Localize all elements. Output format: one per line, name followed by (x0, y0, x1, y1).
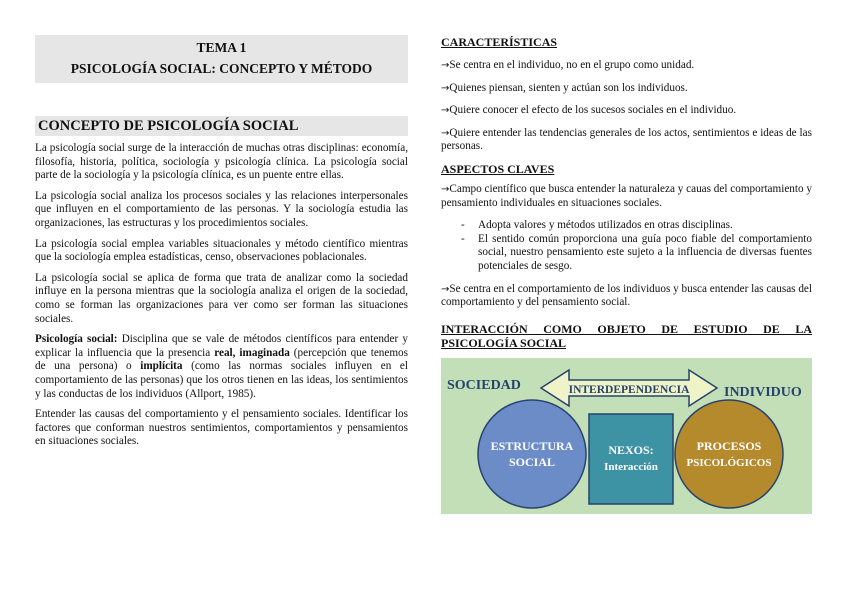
title-line-2: PSICOLOGÍA SOCIAL: CONCEPTO Y MÉTODO (70, 61, 373, 76)
caracteristicas-heading: CARACTERÍSTICAS (441, 35, 558, 49)
concepto-paragraph-4: La psicología social se aplica de forma que trata de analizar como la sociedad influye en la persona mientras que la sociología analiza el origen de la sociedad, como se forman las organizaciones para ver como ser forman las situaciones sociales. (35, 271, 408, 325)
concepto-paragraph-2: La psicología social analiza los procesos sociales y las relaciones interpersonales que influyen en el comportamiento de las personas. Y la sociología estudia las organizaciones, las estructuras y los procedimientos sociales. (35, 189, 408, 229)
concepto-paragraph-1: La psicología social surge de la interacción de muchas otras disciplinas: economía, filosofía, historia, política, sociología y psicología clínica. La psicología social parte de la sociología y la psicología clínica, es un puente entre ellas. (35, 142, 408, 182)
document-title (35, 35, 408, 83)
definition-bold-1: real, imaginada (214, 346, 290, 359)
right-column (441, 35, 812, 514)
definition-text-2: (percepción que tenemos de una persona) o (35, 346, 408, 373)
list-item: - Adopta valores y métodos utilizados en otras disciplinas. (461, 219, 733, 232)
aspectos-outro: →Se centra en el comportamiento de los individuos y busca entender las causas del comportamiento y del pensamiento social. (441, 282, 812, 309)
procesos-label-2: PSICOLÓGICOS (686, 456, 772, 469)
caracteristica-item: →Quienes piensan, sienten y actúan son los individuos. (441, 81, 688, 94)
title-line-1: TEMA 1 (196, 40, 247, 55)
concepto-paragraph-3: La psicología social emplea variables situacionales y método científico mientras que la sociología emplea estadísticas, censo, observaciones poblacionales. (35, 237, 408, 264)
estructura-label-1: ESTRUCTURA (490, 438, 574, 453)
aspectos-list (461, 219, 812, 273)
arrow-icon: → (441, 283, 450, 295)
definition-paragraph (35, 333, 408, 401)
list-item: - El sentido común proporciona una guía poco fiable del comportamiento social, nuestro pensamiento este sujeto a la influencia de diversas fuentes potenciales de sesgo. (461, 232, 812, 272)
definition-bold-2: implícita (140, 360, 183, 373)
definition-term: Psicología social: (35, 333, 118, 346)
arrow-icon: → (441, 60, 450, 71)
interaccion-heading-line-1: INTERACCIÓN COMO OBJETO DE ESTUDIO DE LA (441, 321, 812, 336)
caracteristica-item: →Quiere conocer el efecto de los sucesos sociales en el individuo. (441, 104, 737, 117)
interaccion-heading (441, 322, 812, 350)
interdependencia-label: INTERDEPENDENCIA (568, 383, 690, 396)
arrow-icon: → (441, 183, 450, 195)
concepto-paragraph-6: Entender las causas del comportamiento y el pensamiento sociales. Identificar los factores que conforman nuestros sentimientos, comportamientos y pensamientos en situaciones sociales. (35, 408, 408, 448)
aspectos-intro: →Campo científico que busca entender la naturaleza y cauas del comportamiento y pensamiento individuales en situaciones sociales. (441, 182, 812, 209)
definition-text-3: (como las normas sociales influyen en el comportamiento de las personas) que los otros tienen en las ideas, los sentimientos y las conductas de los individuos (Allport, 1985). (35, 360, 408, 400)
concepto-heading: CONCEPTO DE PSICOLOGÍA SOCIAL (35, 116, 408, 136)
nexos-box (589, 414, 673, 504)
sociedad-label: SOCIEDAD (447, 377, 521, 393)
procesos-circle (675, 400, 783, 508)
arrow-icon: → (441, 127, 450, 139)
interaccion-heading-line-2: PSICOLOGÍA SOCIAL (441, 335, 567, 350)
left-column (35, 35, 408, 449)
caracteristica-item: →Quiere entender las tendencias generales de los actos, sentimientos e ideas de las personas. (441, 126, 812, 153)
estructura-circle (478, 400, 586, 508)
definition-text-1: Disciplina que se vale de métodos científicos para entender y explicar la influencia que la presencia (35, 333, 408, 359)
estructura-label-2: SOCIAL (508, 454, 556, 469)
arrow-icon: → (441, 82, 450, 94)
procesos-label-1: PROCESOS (696, 438, 762, 453)
aspectos-heading: ASPECTOS CLAVES (441, 161, 555, 176)
nexos-label-2: Interacción (604, 460, 658, 473)
caracteristica-item: →Se centra en el individuo, no en el grupo como unidad. (441, 59, 695, 71)
nexos-label-1: NEXOS: (608, 442, 654, 457)
interaction-diagram (441, 358, 812, 514)
arrow-icon: → (441, 105, 450, 117)
individuo-label: INDIVIDUO (724, 384, 802, 400)
